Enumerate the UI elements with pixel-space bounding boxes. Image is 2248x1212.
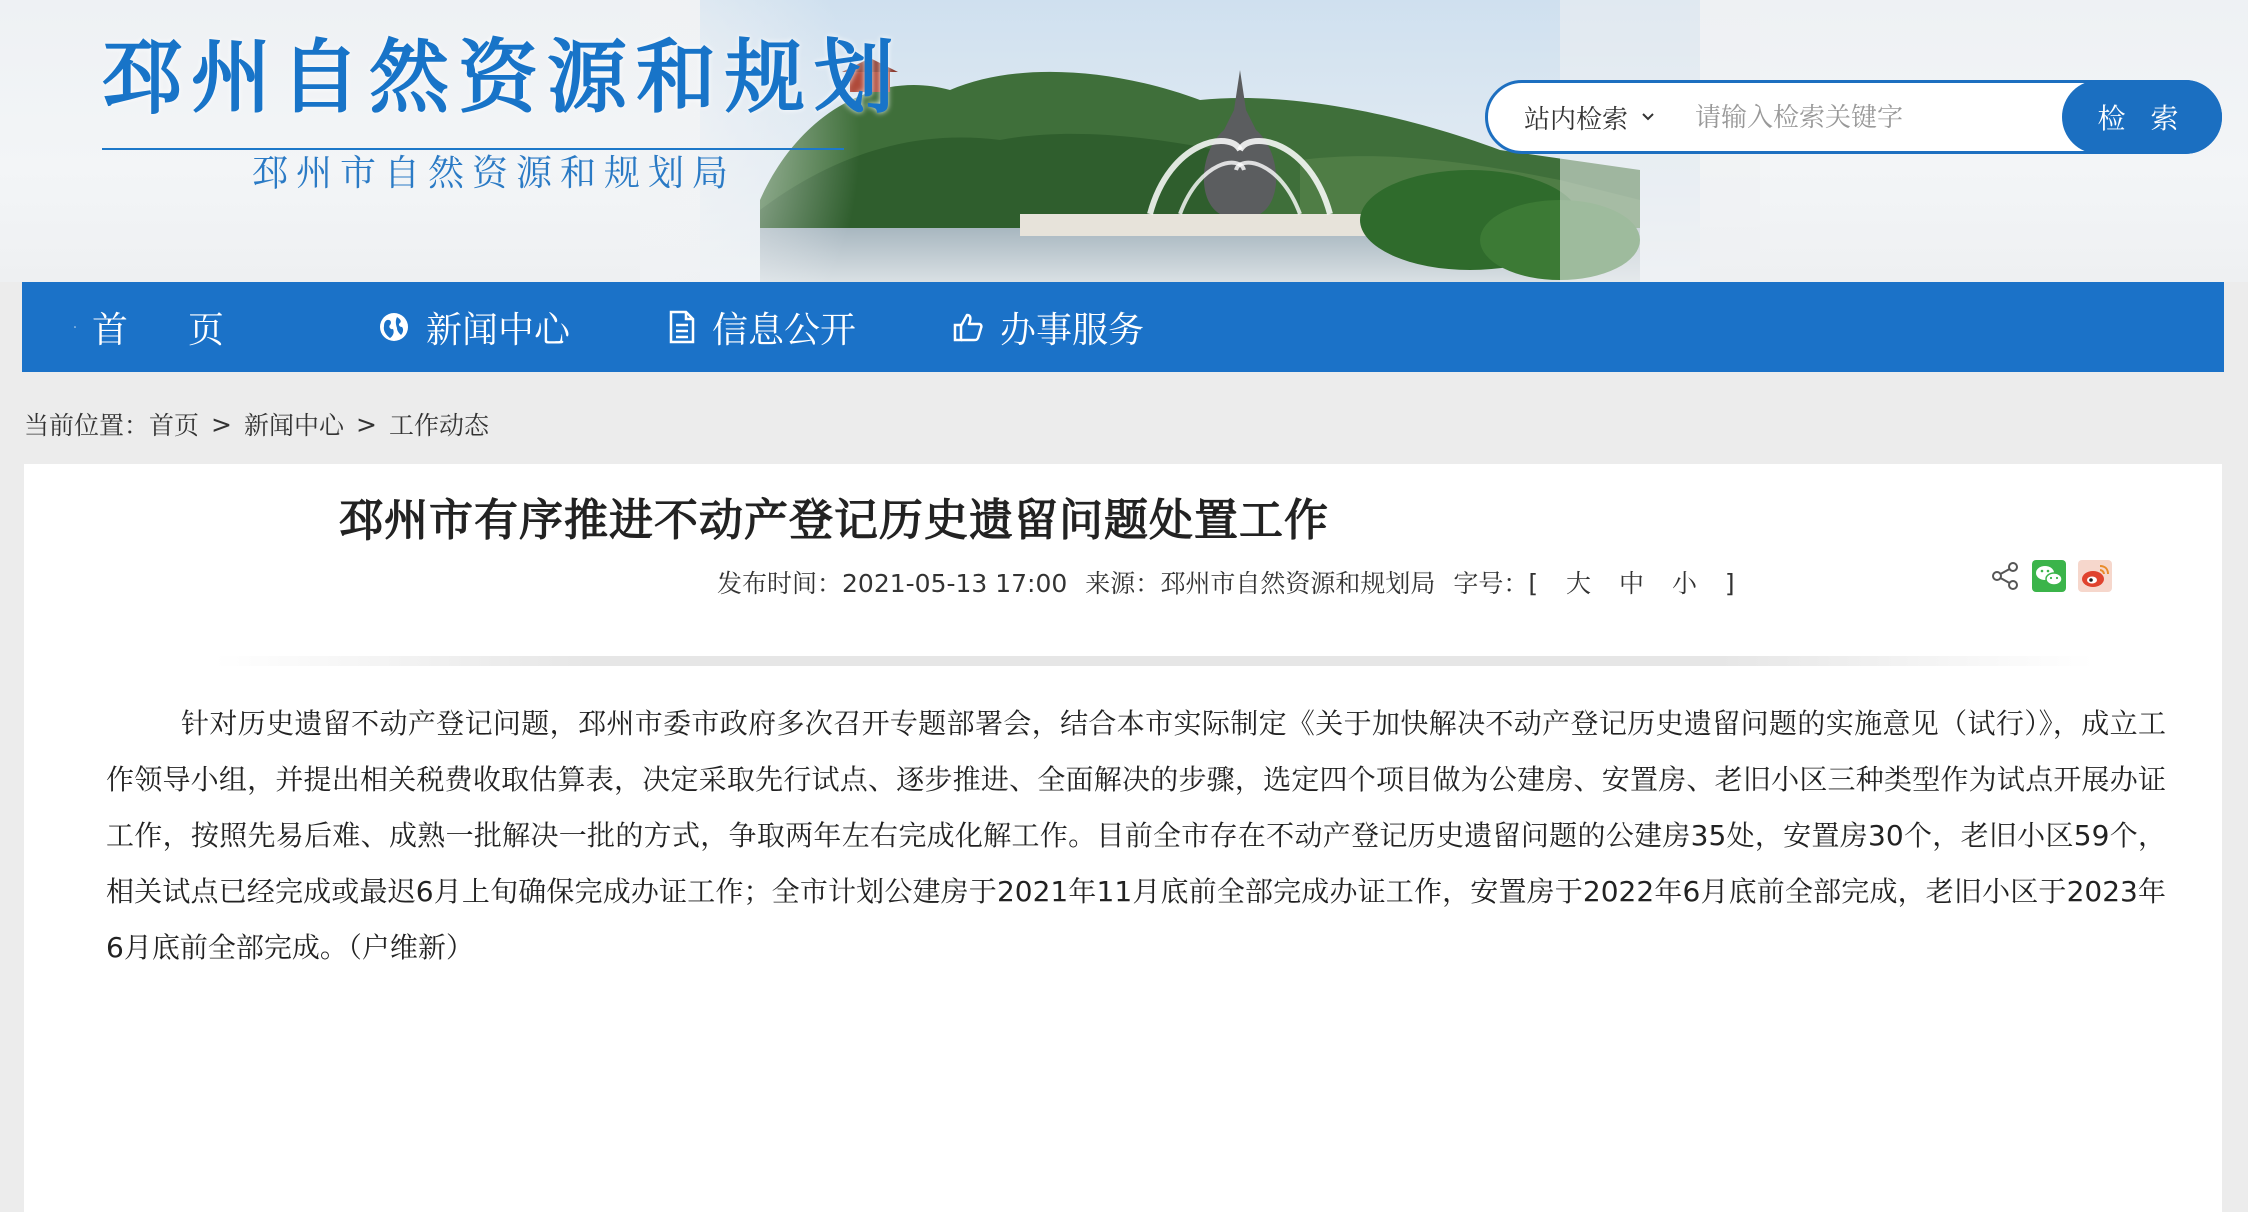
document-icon bbox=[668, 310, 696, 344]
thumbs-up-icon bbox=[952, 311, 984, 343]
search-button[interactable]: 检 索 bbox=[2062, 80, 2222, 154]
breadcrumb-link-work-news[interactable]: 工作动态 bbox=[388, 411, 489, 440]
site-search bbox=[1485, 80, 2222, 154]
breadcrumb-separator: > bbox=[356, 409, 377, 439]
nav-item-services[interactable] bbox=[952, 282, 1144, 372]
font-size-options[interactable]: [ 大 中 小 ] bbox=[1528, 569, 1745, 598]
home-icon bbox=[74, 312, 76, 342]
nav-item-news-center[interactable] bbox=[378, 282, 570, 372]
nav-item-label: 新闻中心 bbox=[426, 309, 571, 351]
source-label: 来源： bbox=[1085, 569, 1161, 598]
source-value: 邳州市自然资源和规划局 bbox=[1160, 569, 1436, 598]
publish-time bbox=[717, 564, 1067, 600]
publish-time-value: 2021-05-13 17:00 bbox=[842, 569, 1068, 598]
wechat-icon[interactable] bbox=[2032, 560, 2066, 592]
search-scope-select[interactable] bbox=[1524, 83, 1654, 151]
search-input[interactable] bbox=[1693, 95, 2117, 141]
main-nav bbox=[22, 282, 2224, 372]
site-logo-subtitle: 邳州市自然资源和规划局 bbox=[252, 153, 737, 194]
nav-item-label: 办事服务 bbox=[1000, 309, 1145, 351]
nav-item-label: 首页 bbox=[91, 309, 284, 351]
logo-divider bbox=[102, 148, 844, 150]
article-source bbox=[1085, 564, 1435, 600]
breadcrumb-link-news-center[interactable]: 新闻中心 bbox=[243, 411, 344, 440]
breadcrumb-link-home[interactable]: 首页 bbox=[149, 411, 200, 440]
font-size-control bbox=[1453, 564, 1744, 600]
chevron-down-icon bbox=[1642, 111, 1654, 123]
search-scope-label: 站内检索 bbox=[1524, 104, 1629, 135]
header-banner bbox=[0, 0, 2248, 282]
site-logo-title[interactable]: 邳州自然资源和规划 bbox=[102, 31, 903, 124]
article-meta bbox=[717, 564, 1763, 600]
breadcrumb bbox=[24, 406, 489, 442]
article-title: 邳州市有序推进不动产登记历史遗留问题处置工作 bbox=[339, 495, 1329, 546]
nav-item-label: 信息公开 bbox=[712, 309, 857, 351]
nav-item-home[interactable] bbox=[74, 282, 284, 372]
publish-time-label: 发布时间： bbox=[717, 569, 843, 598]
title-divider bbox=[214, 656, 2094, 666]
weibo-icon[interactable] bbox=[2078, 560, 2112, 592]
article-panel bbox=[24, 464, 2222, 1212]
share-icon[interactable] bbox=[1990, 561, 2020, 591]
breadcrumb-separator: > bbox=[211, 409, 232, 439]
nav-item-info-disclosure[interactable] bbox=[668, 282, 856, 372]
globe-icon bbox=[378, 311, 410, 343]
share-bar bbox=[1978, 560, 2112, 592]
font-size-label: 字号： bbox=[1453, 569, 1529, 598]
breadcrumb-prefix: 当前位置： bbox=[24, 411, 150, 440]
article-body: 针对历史遗留不动产登记问题，邳州市委市政府多次召开专题部署会，结合本市实际制定《关于加快解决不动产登记历史遗留问题的实施意见（试行）》，成立工作领导小组，并提出相关税费收取估算表，决定采取先行试点、逐步推进、全面解决的步骤，选定四个项目做为公建房、安置房、老旧小区三种类型作为试点开展办证工作，按照先易后难、成熟一批解决一批的方式，争取两年左右完成化解工作。目前全市存在不动产登记历史遗留问题的公建房35处，安置房30个，老旧小区59个，相关试点已经完成或最迟6月上旬确保完成办证工作；全市计划公建房于2021年11月底前全部完成办证工作，安置房于2022年6月底前全部完成，老旧小区于2023年6月底前全部完成。（户维新） bbox=[106, 707, 2166, 964]
